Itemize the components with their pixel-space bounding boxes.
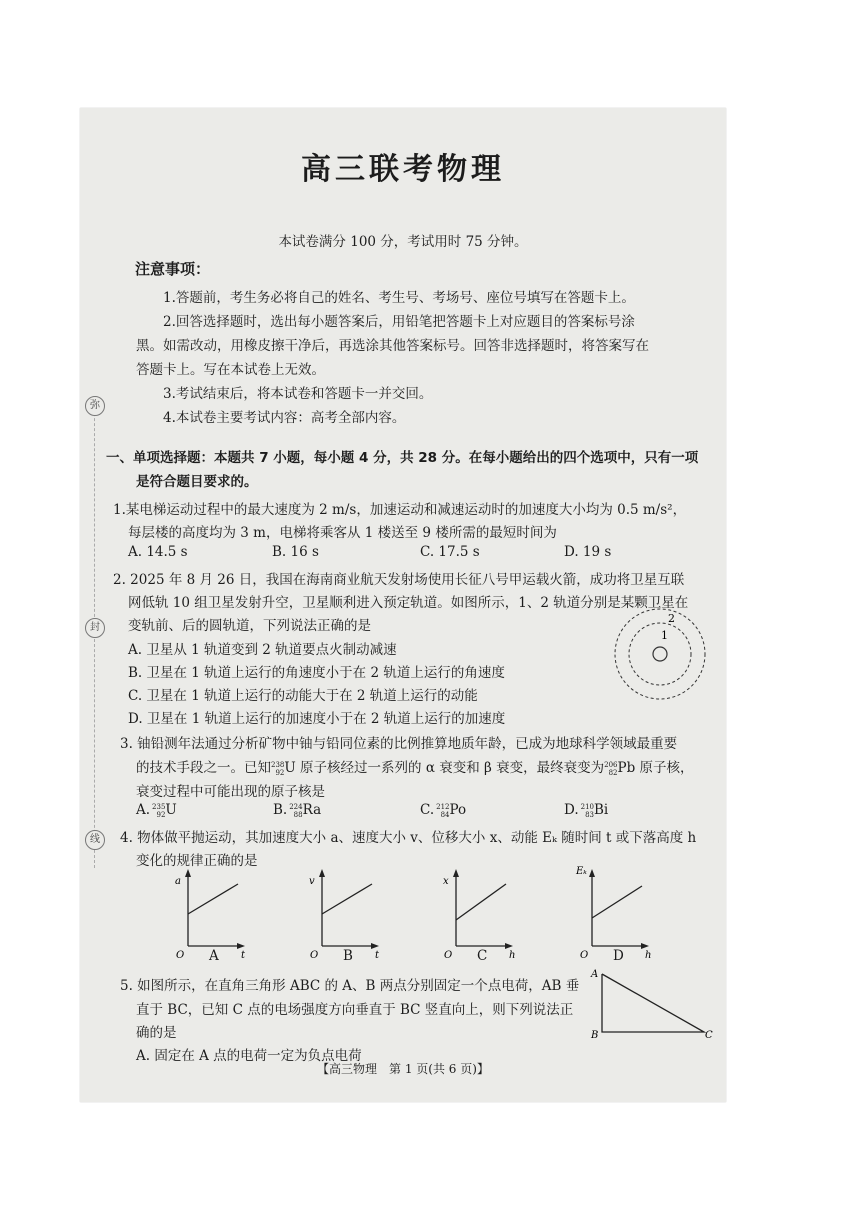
graph-a-ylabel: a	[175, 876, 181, 887]
graph-c-curve	[456, 884, 506, 920]
q4-line-1: 4. 物体做平抛运动，其加速度大小 a、速度大小 v、位移大小 x、动能 Eₖ 随时间 t 或下落高度 h	[120, 830, 697, 846]
notice-line-2b: 黑。如需改动，用橡皮擦干净后，再选涂其他答案标号。回答非选择题时，将答案写在	[136, 338, 649, 354]
graph-d-curve	[592, 886, 642, 918]
orbit-1-circle	[629, 623, 691, 685]
graph-d-y-arrow	[589, 869, 595, 877]
q3-line-3: 衰变过程中可能出现的原子核是	[136, 784, 325, 800]
seal-mark-mi: 弥	[85, 396, 105, 416]
q1-option-c: C. 17.5 s	[420, 544, 480, 560]
pb-atomic-number: 82	[608, 768, 618, 777]
u-atomic-number: 92	[275, 768, 285, 777]
q1-option-b: B. 16 s	[272, 544, 319, 560]
orbit-2-label: 2	[668, 612, 675, 625]
q3-line-1: 3. 铀铅测年法通过分析矿物中铀与铅同位素的比例推算地质年龄，已成为地球科学领域最重要	[120, 736, 678, 752]
graph-c-y-arrow	[453, 869, 459, 877]
orbit-1-label: 1	[661, 629, 668, 642]
seal-mark-xian: 线	[85, 830, 105, 850]
q2-line-1: 2. 2025 年 8 月 26 日，我国在海南商业航天发射场使用长征八号甲运载火箭，成功将卫星互联	[113, 572, 685, 588]
graph-a-x-arrow	[237, 943, 245, 949]
graph-d	[570, 860, 652, 966]
q2-option-b: B. 卫星在 1 轨道上运行的角速度小于在 2 轨道上运行的角速度	[128, 665, 505, 681]
graph-c	[436, 866, 516, 966]
point-a-label: A	[591, 969, 599, 980]
q3-option-d: D. 210 83 Bi	[564, 802, 609, 819]
q5-line-1: 5. 如图所示，在直角三角形 ABC 的 A、B 两点分别固定一个点电荷，AB 垂	[120, 978, 580, 994]
point-b-label: B	[591, 1030, 599, 1041]
graph-d-ylabel: Eₖ	[576, 866, 587, 877]
triangle-diagram	[588, 964, 716, 1044]
q1-option-d: D. 19 s	[564, 544, 612, 560]
graph-b-xlabel: t	[375, 950, 380, 961]
planet-circle	[653, 647, 667, 661]
exam-page	[80, 108, 726, 1102]
q5-line-3: 确的是	[136, 1025, 177, 1041]
point-c-label: C	[705, 1030, 713, 1041]
graph-d-xlabel: h	[645, 950, 652, 961]
graph-c-xlabel: h	[509, 950, 516, 961]
graph-c-x-arrow	[505, 943, 513, 949]
q4-line-2: 变化的规律正确的是	[136, 853, 258, 869]
pb-mass-number: 206	[604, 760, 618, 769]
notice-line-2a: 2.回答选择题时，选出每小题答案后，用铅笔把答题卡上对应题目的答案标号涂	[163, 314, 635, 330]
exam-subtitle: 本试卷满分 100 分，考试用时 75 分钟。	[278, 234, 528, 250]
notice-line-1: 1.答题前，考生务必将自己的姓名、考生号、考场号、座位号填写在答题卡上。	[163, 290, 635, 306]
graph-a-xlabel: t	[241, 950, 246, 961]
graph-d-origin: O	[580, 950, 589, 961]
q5-option-a: A. 固定在 A 点的电荷一定为负点电荷	[136, 1048, 362, 1064]
q1-option-a: A. 14.5 s	[128, 544, 188, 560]
q1-line-1: 1.某电梯运动过程中的最大速度为 2 m/s，加速运动和减速运动时的加速度大小均为 0.5 m/s²，	[113, 502, 687, 518]
notice-line-3: 3.考试结束后，将本试卷和答题卡一并交回。	[163, 386, 433, 402]
page-footer: 【高三物理 第 1 页(共 6 页)】	[317, 1062, 489, 1076]
graph-a-y-arrow	[185, 869, 191, 877]
q2-option-d: D. 卫星在 1 轨道上运行的加速度小于在 2 轨道上运行的加速度	[128, 711, 506, 727]
q3-option-b: B. 224 88 Ra	[273, 802, 322, 819]
notice-heading: 注意事项：	[135, 260, 211, 278]
u-mass-number: 238	[271, 760, 285, 769]
q3-option-a: A. 235 92 U	[136, 802, 177, 819]
graph-a	[168, 866, 248, 966]
orbit-diagram	[610, 602, 710, 702]
section-1-line-1: 一、单项选择题：本题共 7 小题，每小题 4 分，共 28 分。在每小题给出的四个选项中，只有一项	[106, 450, 699, 466]
q1-line-2: 每层楼的高度均为 3 m，电梯将乘客从 1 楼送至 9 楼所需的最短时间为	[128, 525, 557, 541]
q2-line-2: 网低轨 10 组卫星发射升空，卫星顺利进入预定轨道。如图所示，1、2 轨道分别是某颗卫星在	[128, 595, 689, 611]
graph-c-origin: O	[444, 950, 453, 961]
graph-b	[302, 866, 382, 966]
triangle-abc	[602, 974, 704, 1032]
graph-b-y-arrow	[319, 869, 325, 877]
q2-line-3: 变轨前、后的圆轨道，下列说法正确的是	[128, 618, 371, 634]
graph-c-ylabel: x	[443, 876, 449, 887]
q2-option-c: C. 卫星在 1 轨道上运行的动能大于在 2 轨道上运行的动能	[128, 688, 478, 704]
graph-b-ylabel: v	[309, 876, 315, 887]
graph-b-x-arrow	[371, 943, 379, 949]
q5-line-2: 直于 BC，已知 C 点的电场强度方向垂直于 BC 竖直向上，则下列说法正	[136, 1002, 574, 1018]
q3-line-2: 的技术手段之一。已知 238 92 U 原子核经过一系列的 α 衰变和 β 衰变，最终衰变为 206 82 Pb 原子核，	[136, 760, 694, 777]
graph-b-option: B	[343, 948, 353, 964]
q3-option-c: C. 212 84 Po	[420, 802, 467, 819]
notice-line-2c: 答题卡上。写在本试卷上无效。	[136, 362, 325, 378]
graph-b-origin: O	[310, 950, 319, 961]
graph-d-x-arrow	[641, 943, 649, 949]
q2-option-a: A. 卫星从 1 轨道变到 2 轨道要点火制动减速	[128, 642, 397, 658]
graph-b-curve	[322, 884, 372, 914]
graph-d-option: D	[613, 948, 624, 964]
section-1-line-2: 是符合题目要求的。	[136, 474, 258, 490]
exam-title: 高三联考物理	[301, 152, 505, 187]
graph-a-origin: O	[176, 950, 185, 961]
seal-mark-feng: 封	[85, 618, 105, 638]
graph-a-curve	[188, 884, 238, 914]
notice-line-4: 4.本试卷主要考试内容：高考全部内容。	[163, 410, 406, 426]
graph-c-option: C	[477, 948, 488, 964]
graph-a-option: A	[209, 948, 219, 964]
